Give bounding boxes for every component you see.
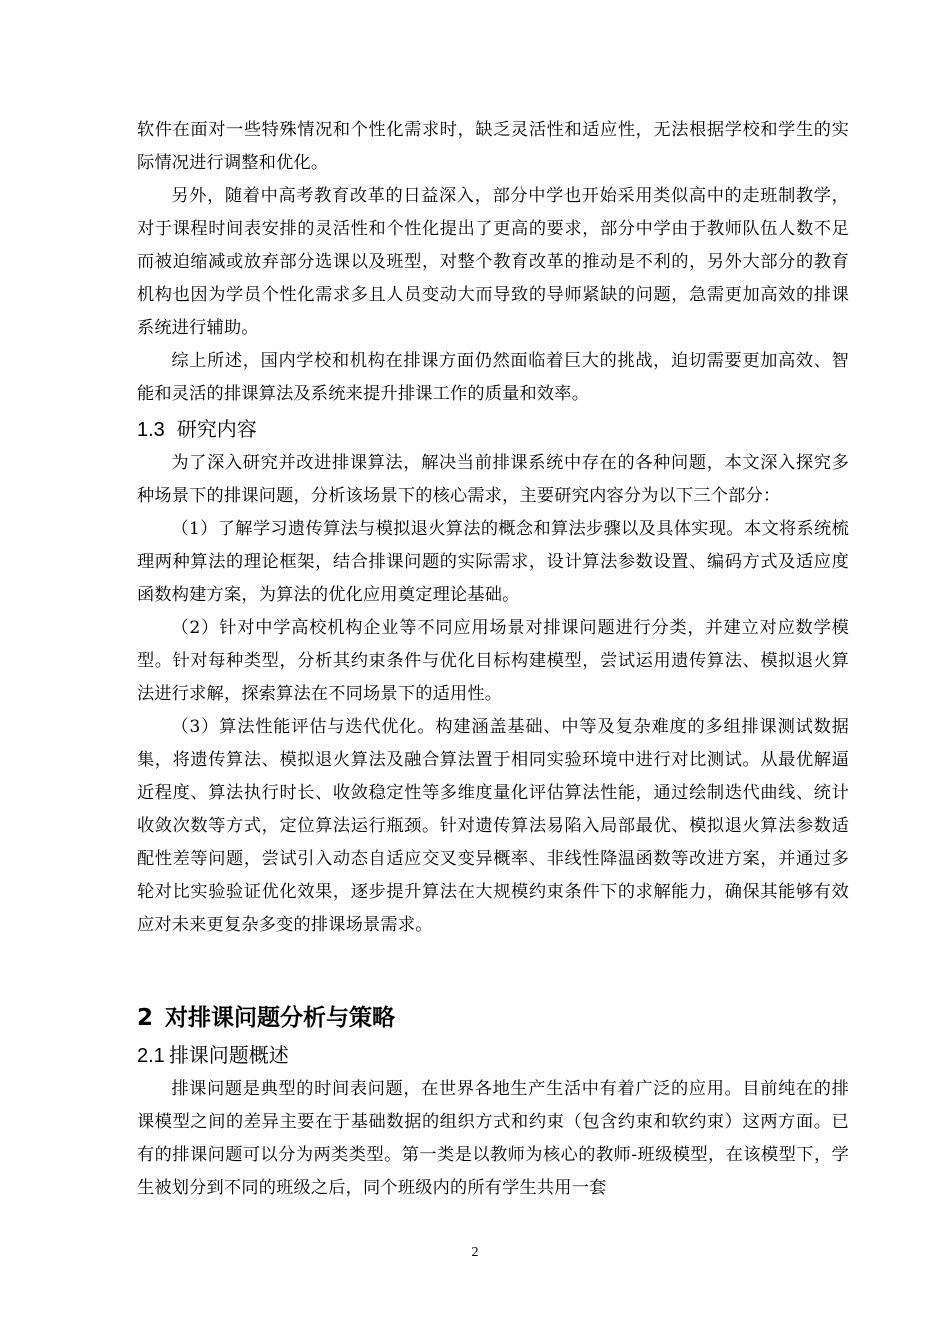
paragraph-reform: 另外，随着中高考教育改革的日益深入，部分中学也开始采用类似高中的走班制教学，对于课程时间表安排的灵活性和个性化提出了更高的要求，部分中学由于教师队伍人数不足而被迫缩减或放弃部分选课以及班型，对整个教育改革的推动是不利的，另外大部分的教育机构也因为学员个性化需求多且人员变动大而导致的导师紧缺的问题，急需更加高效的排课系统进行辅助。 xyxy=(137,186,849,338)
section-title: 排课问题概述 xyxy=(168,1043,289,1067)
section-heading-2-1 xyxy=(137,1038,849,1073)
paragraph-research-intro: 为了深入研究并改进排课算法，解决当前排课系统中存在的各种问题，本文深入探究多种场景下的排课问题，分析该场景下的核心需求，主要研究内容分为以下三个部分： xyxy=(137,453,849,506)
chapter-number: 2 xyxy=(137,1005,154,1031)
section-title: 研究内容 xyxy=(176,417,257,441)
section-heading-1-3 xyxy=(137,413,849,447)
page-number: 2 xyxy=(471,1245,479,1260)
list-item-3: （3）算法性能评估与迭代优化。构建涵盖基础、中等及复杂难度的多组排课测试数据集，将遗传算法、模拟退火算法及融合算法置于相同实验环境中进行对比测试。从最优解逼近程度、算法执行时长、收敛稳定性等多维度量化评估算法性能，通过绘制迭代曲线、统计收敛次数等方式，定位算法运行瓶颈。针对遗传算法易陷入局部最优、模拟退火算法参数适配性差等问题，尝试引入动态自适应交叉变异概率、非线性降温函数等改进方案，并通过多轮对比实验验证优化效果，逐步提升算法在大规模约束条件下的求解能力，确保其能够有效应对未来更复杂多变的排课场景需求。 xyxy=(137,717,849,935)
page-content xyxy=(137,114,849,1205)
paragraph-summary: 综上所述，国内学校和机构在排课方面仍然面临着巨大的挑战，迫切需要更加高效、智能和灵活的排课算法及系统来提升排课工作的质量和效率。 xyxy=(137,351,849,404)
section-number: 2.1 xyxy=(137,1045,165,1067)
list-item-2: （2）针对中学高校机构企业等不同应用场景对排课问题进行分类，并建立对应数学模型。针对每种类型，分析其约束条件与优化目标构建模型，尝试运用遗传算法、模拟退火算法进行求解，探索算法在不同场景下的适用性。 xyxy=(137,618,849,704)
chapter-heading-2 xyxy=(137,998,849,1038)
section-number: 1.3 xyxy=(137,419,165,441)
chapter-title: 对排课问题分析与策略 xyxy=(165,1005,396,1031)
list-item-1: （1）了解学习遗传算法与模拟退火算法的概念和算法步骤以及具体实现。本文将系统梳理两种算法的理论框架，结合排课问题的实际需求，设计算法参数设置、编码方式及适应度函数构建方案，为算法的优化应用奠定理论基础。 xyxy=(137,519,849,605)
paragraph-scheduling-overview: 排课问题是典型的时间表问题，在世界各地生产生活中有着广泛的应用。目前纯在的排课模型之间的差异主要在于基础数据的组织方式和约束（包含约束和软约束）这两方面。已有的排课问题可以分为两类类型。第一类是以教师为核心的教师-班级模型，在该模型下，学生被划分到不同的班级之后，同个班级内的所有学生共用一套 xyxy=(137,1079,849,1198)
chapter-spacer xyxy=(137,942,849,998)
paragraph-continued: 软件在面对一些特殊情况和个性化需求时，缺乏灵活性和适应性，无法根据学校和学生的实际情况进行调整和优化。 xyxy=(137,120,849,173)
